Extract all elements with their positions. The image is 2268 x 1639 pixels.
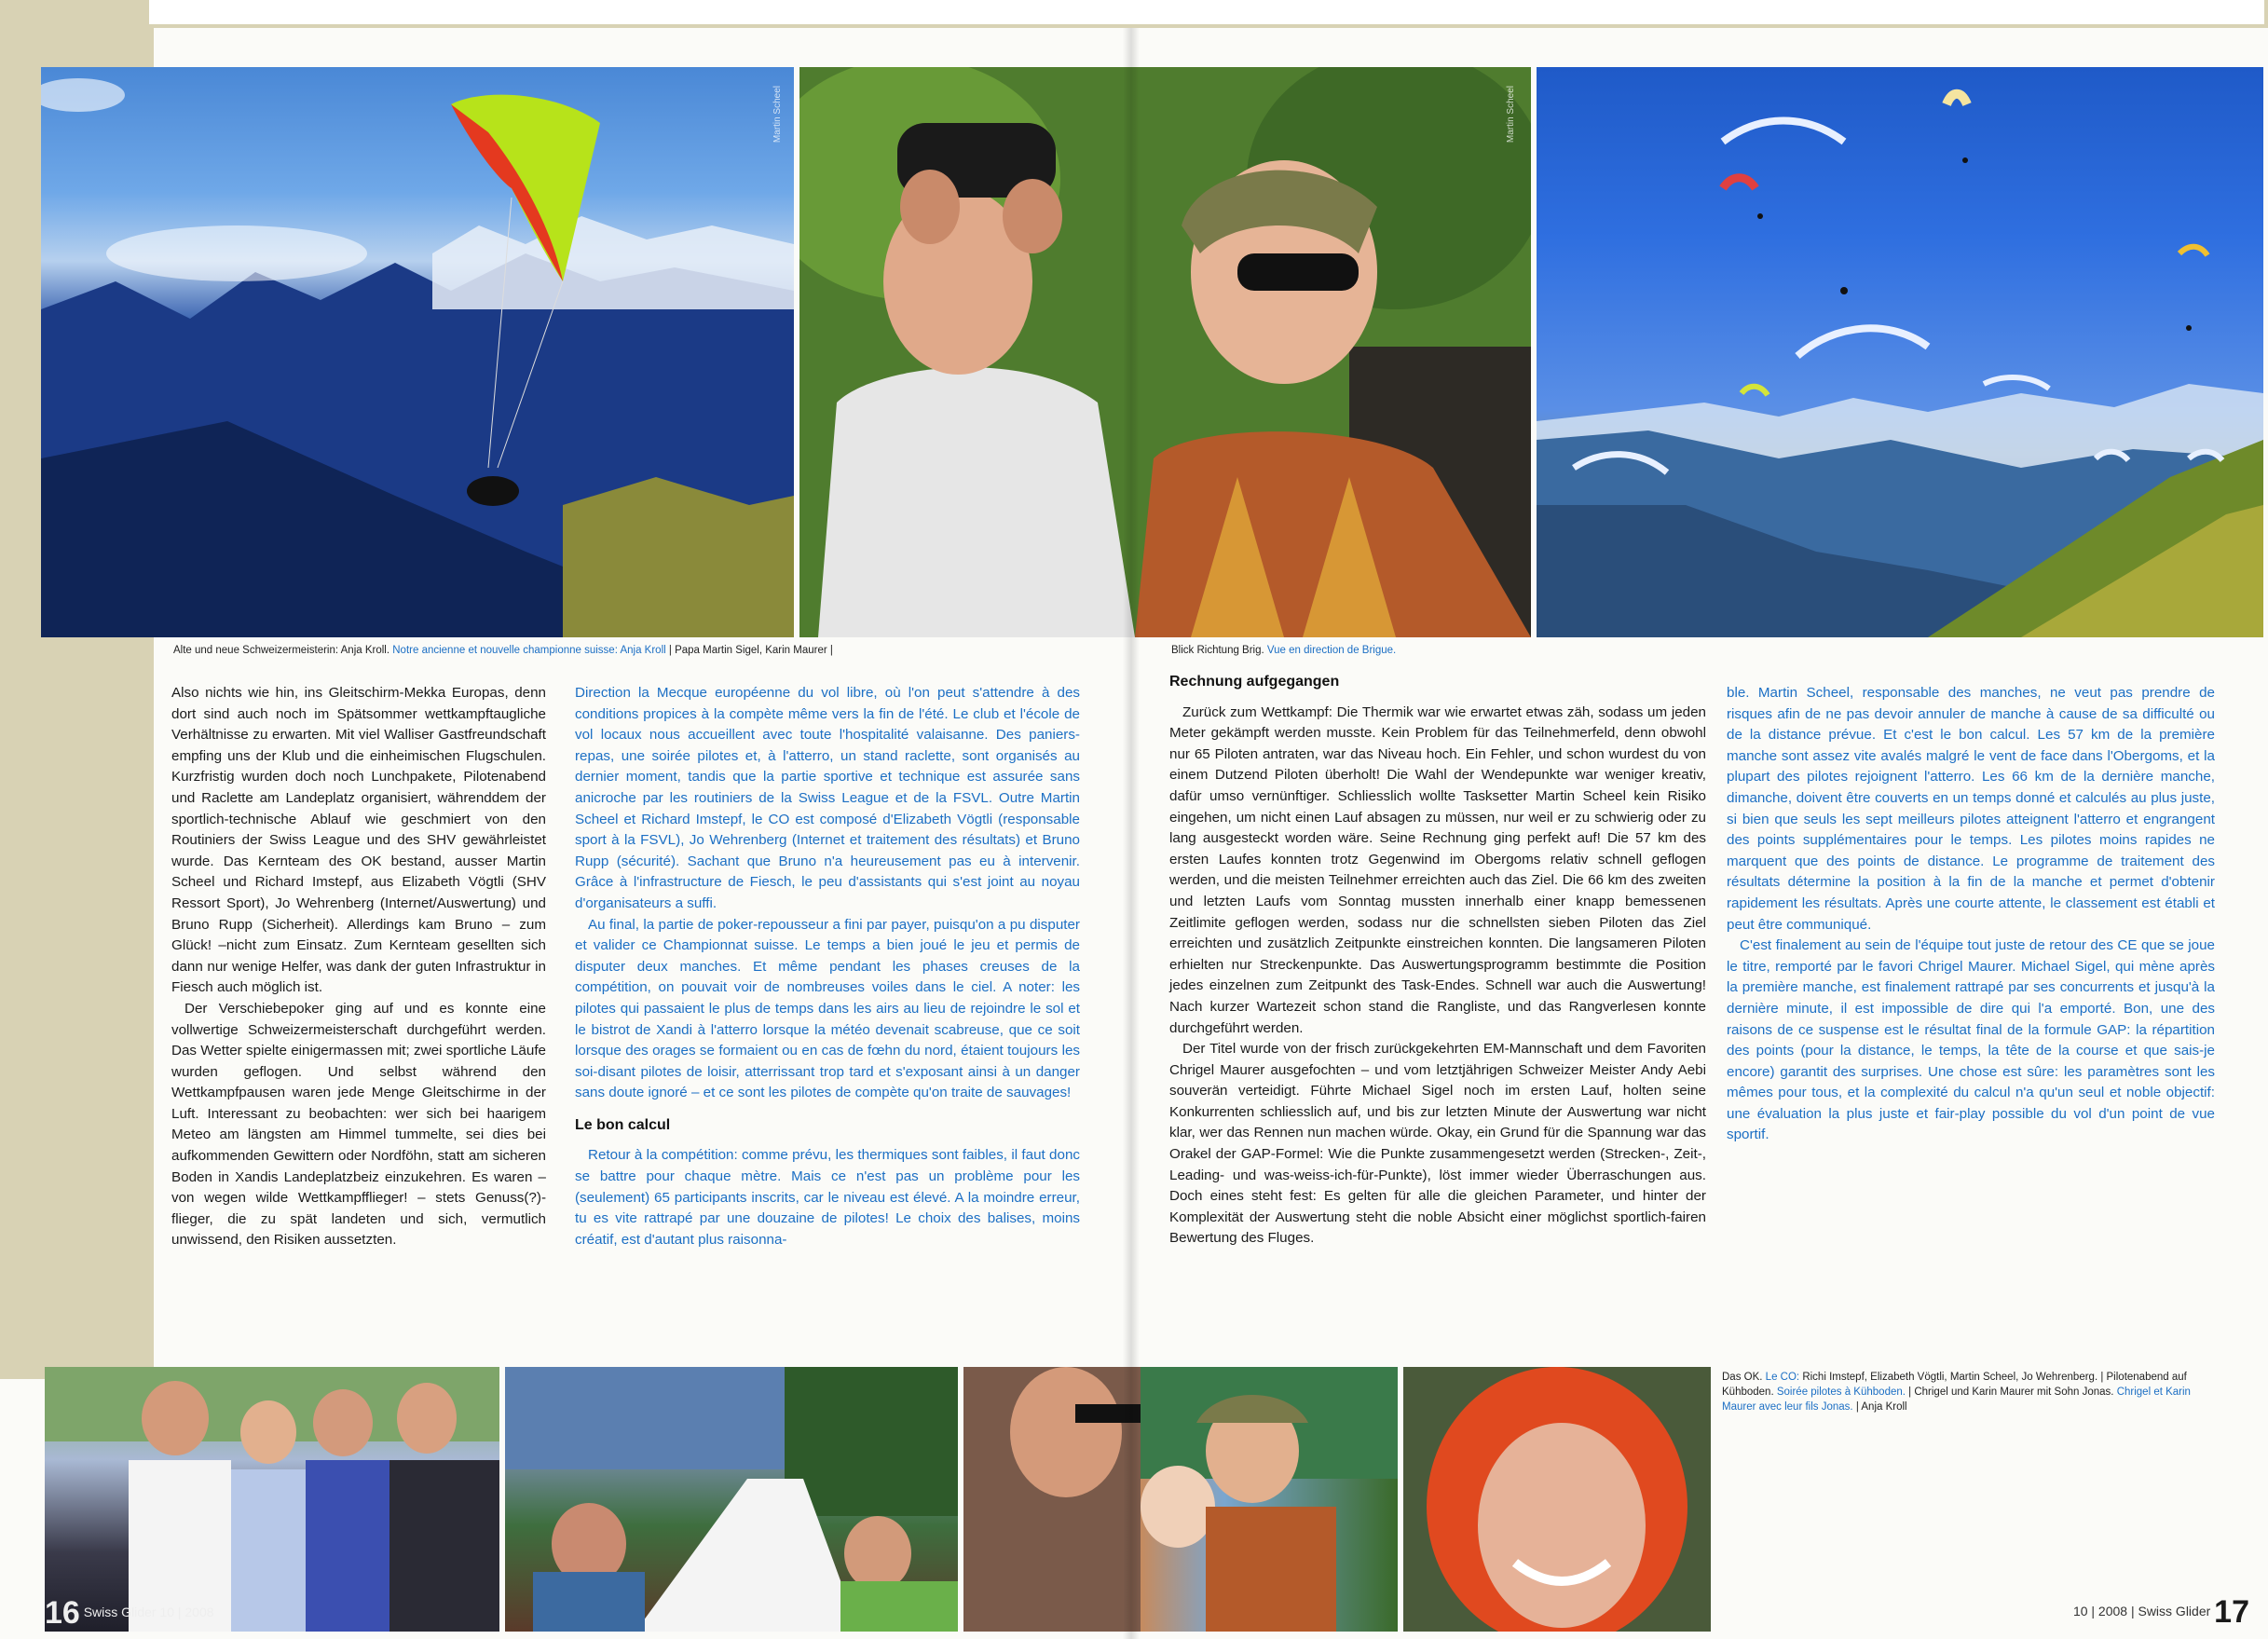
photo-maurer-family	[963, 1367, 1398, 1632]
caption-bottom-fr: Le CO:	[1765, 1372, 1800, 1383]
page-number-right: 17	[2214, 1594, 2249, 1630]
paragraph: Direction la Mecque européenne du vol libre, où l'on peut s'attendre à des conditions propices à la compète même vers la fin de l'été. Le club et l'école de vol locaux nous accueillent avec toute l'hospitalité valaisanne. Des paniers-repas, une soirée pilotes et, à l'atterro, un stand raclette, sont organisés au dernier moment, tandis que la partie sportive et technique est assurée sans anicroche par les routiniers de la Swiss League et de la FSVL. Outre Martin Scheel et Richard Imstepf, le CO est composé d'Elizabeth Vögtli (responsable sport à la FSVL), Jo Wehrenberg (Internet et traitement des résultats) et Bruno Rupp (sécurité). Sachant que Bruno n'a heureusement pas eu à intervenir. Grâce à l'infrastructure de Fiesch, le peu d'assistants qui s'est joint au noyau d'organisateurs a suffi.	[575, 685, 1080, 911]
folio-text-right: 10 | 2008 | Swiss Glider	[2072, 1604, 2211, 1619]
photo-credit-2: Martin Scheel	[1506, 86, 1516, 143]
page-number-left: 16	[45, 1595, 80, 1631]
folio-left	[45, 1595, 214, 1632]
paragraph: ble. Martin Scheel, responsable des manches, ne veut pas prendre de risques afin de ne pas devoir annuler de manche à cause de sa difficulté ou de la distance prévue. Et c'est le bon calcul. Les 57 km de la première manche sont assez vite avalés malgré le vent de face dans l'Obergoms, et la plupart des pilotes rejoignent l'atterro. Les 66 km de la dernière manche, dimanche, doivent être couverts en un temps donné et calculés au plus juste, si bien que seuls les sept meilleurs pilotes atteignent l'atterro et engrangent des points supplémentaires pour le temps. Les pilotes moins rapides ne marquent que des points de distance. Le programme de traitement des résultats détermine la position à la fin de la manche et permet d'obtenir rapidement les résultats. Après une courte attente, le classement est établi et peut être communiqué.	[1727, 685, 2215, 933]
caption-de: Alte und neue Schweizermeisterin: Anja Kroll.	[173, 645, 390, 656]
photo-pilot-evening	[505, 1367, 958, 1632]
column-4-french	[1727, 683, 2215, 1146]
column-1-german	[171, 683, 546, 1251]
caption-bottom-rest-2: | Chrigel und Karin Maurer mit Sohn Jonas.	[1908, 1386, 2114, 1398]
top-band	[0, 0, 2268, 28]
folio-text-left: Swiss Glider 10 | 2008	[83, 1605, 214, 1620]
paragraph: Au final, la partie de poker-repousseur a fini par payer, puisqu'on a pu disputer et valider ce Championnat suisse. Le temps a bien joué le jeu et permis de disputer deux manches. Et même pendant les phases creuses de la compétition, on pouvait voir de nombreuses voiles dans le ciel. A noter: les pilotes qui passaient le plus de temps dans les airs au lieu de rejoindre le sol et le bistrot de Xandi à l'atterro lorsque la météo devenait scabreuse, que ce soit lorsque des orages se formaient ou en cas de fœhn du nord, étaient toujours les soi-disant pilotes de loisir, atterrissant trop tard et s'exposant ainsi à un danger sans doute ignoré – et ce sont les pilotes de compète qu'on traite de sauvages!	[575, 916, 1080, 1101]
paragraph: Der Verschiebepoker ging auf und es konnte eine vollwertige Schweizermeisterschaft durchgeführt werden. Das Wetter spielte einigermassen mit; zwei sportliche Läufe wurden geflogen. Und selbst während den Wettkampfpausen waren jede Menge Gleitschirme in der Luft. Interessant zu beobachten: wer sich bei haarigem Meteo am längsten am Himmel tummelte, sei dies bei aufkommenden Gewittern oder Nordföhn, statt am sicheren Boden in Xandis Landeplatzbeiz einzukehren. Es waren – von wegen wilde Wettkampfflieger! – stets Genuss(?)-flieger, die zu spät landeten und sich, vermutlich unwissend, den Risiken aussetzten.	[171, 1000, 546, 1249]
caption-bottom	[1722, 1370, 2225, 1414]
column-3-german	[1169, 672, 1706, 1250]
folio-right	[2073, 1594, 2249, 1631]
photo-paraglider-mountains	[41, 67, 794, 637]
caption-bottom-fr-3: Chrigel et Karin Maurer avec leur fils Jonas.	[1722, 1386, 2191, 1413]
caption-bottom-fr-2: Soirée pilotes à Kühboden.	[1776, 1386, 1906, 1398]
caption-top-left	[173, 645, 833, 656]
photo-binoculars-couple	[799, 67, 1531, 637]
spine-gutter	[1123, 28, 1140, 1639]
caption-de-2: | Papa Martin Sigel, Karin Maurer |	[668, 645, 833, 656]
photo-ok-team	[45, 1367, 499, 1632]
photo-many-paragliders	[1537, 67, 2263, 637]
paragraph: Zurück zum Wettkampf: Die Thermik war wie erwartet etwas zäh, sodass um jeden Meter gekämpft werden musste. Kein Problem für das Teilnehmerfeld, denn obwohl nur 65 Piloten antraten, war das Niveau hoch. Ein Fehler, und schon wurdest du von einem Dutzend Piloten überholt! Die Wahl der Wendepunkte war weniger kreativ, dafür umso vernünftiger. Schliesslich wollte Tasksetter Martin Scheel kein Risiko eingehen, um nicht einen Lauf absagen zu müssen, nur weil er zu schwierig oder zu lang ausgesteckt worden wäre. Seine Rechnung ging perfekt auf! Die 57 km des ersten Laufes konnten trotz Gegenwind im Obergoms relativ schnell geflogen werden, und die meisten Teilnehmer erreichten auch das Ziel. Die 66 km des zweiten und letzten Laufs vom Sonntag mussten innerhalb einer knapp bemessenen Zeitlimite geflogen werden, sodass nur die schnellsten sieben Piloten das Ziel erreichten und zusätzlich Zeitpunkte einstreichen konnten. Die langsameren Piloten erhielten nur Streckenpunkte. Das Auswertungsprogramm bestimmte die Position jedes einzelnen zum Zeitpunkt des Task-Endes. Schnell war auch die Auswertung! Nach kurzer Wartezeit schon stand die Rangliste, und das Rangverlesen konnte durchgeführt werden.	[1169, 703, 1706, 1036]
photo-credit-1: Martin Scheel	[772, 86, 783, 143]
caption-de-right: Blick Richtung Brig.	[1171, 645, 1264, 656]
caption-bottom-rest: Richi Imstepf, Elizabeth Vögtli, Martin Scheel, Jo Wehrenberg. | Pilotenabend auf Kühboden.	[1722, 1372, 2187, 1398]
caption-bottom-de: Das OK.	[1722, 1372, 1763, 1383]
caption-fr-right: Vue en direction de Brigue.	[1266, 645, 1397, 656]
paragraph: Retour à la compétition: comme prévu, les thermiques sont faibles, il faut donc se battre pour chaque mètre. Mais ce n'est pas un problème pour les (seulement) 65 participants inscrits, car le niveau est élevé. A la moindre erreur, tu es vite rattrapé par une douzaine de pilotes! Le choix des balises, moins créatif, est d'autant plus raisonna-	[575, 1147, 1080, 1248]
caption-bottom-rest-3: | Anja Kroll	[1855, 1401, 1907, 1413]
subheading-le-bon-calcul: Le bon calcul	[575, 1116, 671, 1133]
caption-top-right	[1171, 645, 1396, 656]
photo-anja-kroll	[1403, 1367, 1711, 1632]
caption-fr: Notre ancienne et nouvelle championne suisse: Anja Kroll	[392, 645, 666, 656]
paragraph: Also nichts wie hin, ins Gleitschirm-Mekka Europas, denn dort sind auch noch im Spätsommer wettkampftaugliche Verhältnisse zu erwarten. Mit viel Walliser Gastfreundschaft empfing uns der Klub und die einheimischen Flugschulen. Kurzfristig wurden doch noch Lunchpakete, Pilotenabend und Raclette am Landeplatz organisiert, währenddem der sportlich-technische Ablauf wie geschmiert von den Routiniers der Swiss League und des SHV gewährleistet wurde. Das Kernteam des OK bestand, ausser Martin Scheel und Richard Imstepf, aus Elizabeth Vögtli (SHV Ressort Sport), Jo Wehrenberg (Internet/Auswertung) und Bruno Rupp (Sicherheit). Allerdings kam Bruno – zum Glück! –nicht zum Einsatz. Zum Kernteam gesellten sich dann nur wenige Helfer, was dank der guten Infrastruktur in Fiesch auch möglich ist.	[171, 685, 546, 996]
column-2-french	[575, 683, 1080, 1250]
paragraph: Der Titel wurde von der frisch zurückgekehrten EM-Mannschaft und dem Favoriten Chrigel Maurer ausgefochten – und vom letztjährigen Schweizer Meister Andy Aebi souverän verteidigt. Führte Michael Sigel noch im ersten Lauf, holten seine Konkurrenten schliesslich auf, und bis zur letzten Minute der Auswertung war nicht klar, wer das Rennen nun machen würde. Okay, ein Grund für die Spannung war das Orakel der GAP-Formel: Wie die Punkte zusammengesetzt werden (Strecken-, Zeit-, Leading- und was-weiss-ich-für-Punkte), löst immer wieder Überraschungen aus. Doch eines steht fest: Es gelten für alle die gleichen Parameter, und hinter der Komplexität der Auswertung steht die noble Absicht einer möglichst sportlich-fairen Bewertung des Fluges.	[1169, 1041, 1706, 1247]
subheading-rechnung-aufgegangen: Rechnung aufgegangen	[1169, 674, 1340, 690]
paragraph: C'est finalement au sein de l'équipe tout juste de retour des CE que se joue le titre, remporté par le favori Chrigel Maurer. Michael Sigel, qui mène après la première manche, est finalement rattrapé par ses concurrents et jusqu'à la dernière minute, il est impossible de dire qui l'a emporté. Bon, une des raisons de ce suspense est le résultat final de la formule GAP: la répartition des points (pour la distance, le temps, la tête de la course et que sais-je encore) garantit des surprises. Une chose est sûre: les paramètres sont les mêmes pour tous, et la complexité du calcul n'a qu'un seul et noble objectif: une évaluation la plus juste et fair-play possible du vol d'un point de vue sportif.	[1727, 937, 2215, 1143]
